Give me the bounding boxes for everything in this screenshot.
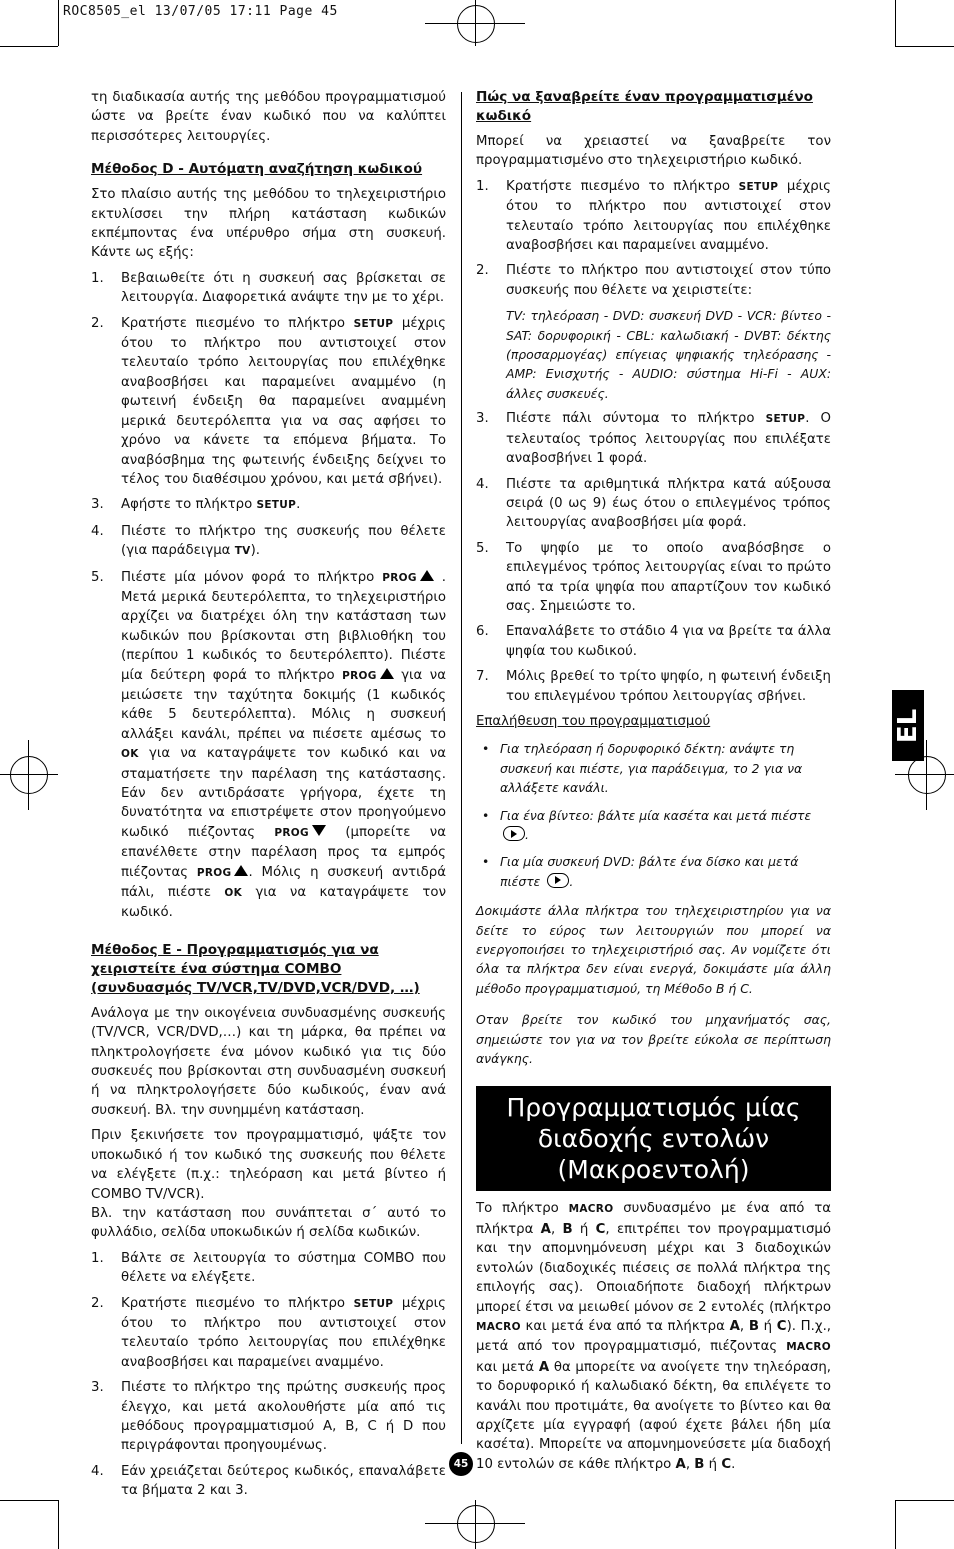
step: 4. Εάν χρειάζεται δεύτερος κωδικός, επαναλάβετε τα βήματα 2 και 3.: [91, 1463, 446, 1499]
step: 3. Πιέστε το πλήκτρο της πρώτης συσκευής προς έλεγχο, και μετά ακολουθήστε μία από τις μεθόδους προγραμματισμού A, B, C ή D που περιγράφονται προηγουμένως.: [91, 1380, 446, 1454]
bullet-item: • Για τηλεόραση ή δορυφορικό δέκτη: ανάψτε τη συσκευή και πιέστε, για παράδειγμα, το 2 για να αλλάξετε κανάλι.: [482, 741, 803, 796]
setup-key-label: SETUP: [765, 413, 806, 426]
method-e-paragraph: Ανάλογα με την οικογένεια συνδυασμένης συσκευής (TV/VCR, VCR/DVD,…) και τη μάρκα, θα πρέπει να πληκτρολογήσετε ένα μόνον κωδικό για τις δύο συσκευές που βρίσκονται στη συνδυασμένη συσκευή ή να πληκτρολογήσετε δύο κωδικούς, έναν ανά συσκευή. Βλ. την συνημμένη κατάσταση.: [91, 1005, 446, 1118]
crop-mark: [58, 1500, 59, 1549]
step: 1. Βεβαιωθείτε ότι η συσκευή σας βρίσκεται σε λειτουργία. Διαφορετικά ανάψτε την με το χέρι.: [91, 270, 446, 306]
verify-paragraph: Οταν βρείτε τον κωδικό του μηχανήματός σας, σημειώστε τον για να τον βρείτε εύκολα σε περίπτωση ανάγκης.: [476, 1012, 831, 1067]
verify-paragraph: Δοκιμάστε άλλα πλήκτρα του τηλεχειριστηρίου για να δείτε το εύρος των λειτουργιών που μπορεί να ενεργοποιήσει το τηλεχειριστήριό σας. Αν νομίζετε ότι όλα τα πλήκτρα δεν είναι ενεργά, δοκιμάστε μία άλλη μέθοδο προγραμματισμού, τη Μέθοδο B ή C.: [476, 903, 831, 996]
triangle-up-icon: [380, 668, 394, 679]
setup-key-label: SETUP: [738, 180, 779, 193]
setup-key-label: SETUP: [353, 1297, 394, 1310]
page-number-badge: 45: [449, 1452, 473, 1476]
step: 4. Πιέστε τα αριθμητικά πλήκτρα κατά αύξουσα σειρά (0 ως 9) έως ότου ο επιλεγμένος τρόπος λειτουργίας αναβοσβήσει μία φορά.: [476, 476, 831, 531]
crop-mark: [895, 1500, 954, 1501]
triangle-down-icon: [312, 825, 326, 836]
crop-mark: [58, 0, 59, 46]
macro-key-label: MACRO: [476, 1320, 521, 1333]
method-e-title: Μέθοδος E - Προγραμματισμός για να χειριστείτε ένα σύστημα COMBO (συνδυασμός TV/VCR,TV/DVD,VCR/DVD, …): [91, 941, 420, 996]
step: 2. Πιέστε το πλήκτρο που αντιστοιχεί στον τύπο συσκευής που θέλετε να χειριστείτε:: [476, 263, 831, 298]
step: 1. Κρατήστε πιεσμένο το πλήκτρο SETUP μέχρις ότου το πλήκτρο που αντιστοιχεί στον τελευταίο τρόπο λειτουργίας που επιλέχθηκε αναβοσβήσει και παραμείνει αναμμένο.: [476, 178, 831, 254]
crop-mark: [895, 1500, 896, 1549]
verify-bullets: [476, 739, 831, 891]
step: 4. Πιέστε το πλήκτρο της συσκευής που θέλετε (για παράδειγμα TV).: [91, 523, 446, 559]
recall-title: Πώς να ξαναβρείτε έναν προγραμματισμένο κωδικό: [476, 89, 813, 124]
step: 3. Πιέστε πάλι σύντομα το πλήκτρο SETUP. Ο τελευταίος τρόπος λειτουργίας που επιλέξατε αναβοσβήνει 1 φορά.: [476, 411, 831, 467]
crop-mark: [895, 0, 896, 46]
triangle-up-icon: [234, 865, 248, 876]
play-icon: [503, 826, 525, 841]
step: 7. Μόλις βρεθεί το τρίτο ψηφίο, η φωτεινή ένδειξη του επιλεγμένου τρόπου λειτουργίας σβήνει.: [476, 669, 831, 704]
method-d-title: Μέθοδος D - Αυτόματη αναζήτηση κωδικού: [91, 161, 423, 178]
macro-key-label: MACRO: [568, 1203, 614, 1216]
method-e-paragraph: Πριν ξεκινήσετε τον προγραμματισμό, ψάξτε τον υποκωδικό ή τον κωδικό της συσκευής που θέλετε να ελέγξετε (π.χ.: τηλεόραση και μετά βίντεο ή COMBO TV/VCR).: [91, 1128, 446, 1202]
macro-banner: Προγραμματισμός μίας διαδοχής εντολών (Μακροεντολή): [476, 1086, 831, 1191]
left-column: [91, 88, 446, 1507]
method-d-steps: [91, 269, 446, 923]
recall-steps: [476, 177, 831, 300]
device-type-note: TV: τηλεόραση - DVD: συσκευή DVD - VCR: βίντεο - SAT: δορυφορική - CBL: καλωδιακή - DVBT: δέκτης (προσαρμογέας) επίγειας ψηφιακής τηλεόρασης - AMP: Ενισχυτής - AUDIO: σύστημα Hi-Fi - AUX: άλλες συσκευές.: [506, 308, 831, 401]
language-tab: EL: [892, 690, 924, 761]
prog-key-label: PROG: [196, 866, 232, 879]
recall-steps-cont: [476, 409, 831, 706]
method-e-steps: [91, 1249, 446, 1501]
step: 3. Αφήστε το πλήκτρο SETUP.: [91, 497, 301, 513]
verify-title: Επαλήθευση του προγραμματισμού: [476, 713, 711, 729]
step: 6. Επαναλάβετε το στάδιο 4 για να βρείτε τα άλλα ψηφία του κωδικού.: [476, 624, 831, 659]
step: 1. Βάλτε σε λειτουργία το σύστημα COMBO που θέλετε να ελέγξετε.: [91, 1250, 446, 1286]
right-column: [476, 88, 831, 1480]
step: 2. Κρατήστε πιεσμένο το πλήκτρο SETUP μέχρις ότου το πλήκτρο που αντιστοιχεί στον τελευταίο τρόπο λειτουργίας που επιλέχθηκε αναβοσβήσει και παραμείνει αναμμένο.: [91, 1295, 446, 1370]
column-divider: [461, 92, 462, 1444]
ok-key-label: OK: [121, 748, 139, 761]
play-icon: [547, 873, 569, 888]
crop-mark: [0, 46, 58, 47]
bullet-item: • Για ένα βίντεο: βάλτε μία κασέτα και μετά πιέστε .: [482, 807, 812, 842]
step: 2. Κρατήστε πιεσμένο το πλήκτρο SETUP μέχρις ότου το πλήκτρο που αντιστοιχεί στον τελευταίο τρόπο λειτουργίας που επιλέχθηκε αναβοσβήσει και παραμείνει αναμμένο (η φωτεινή ένδειξη θα παραμείνει αναμμένη μερικά δευτερόλεπτα για να σας αφήσει το χρόνο να κάνετε τα επόμενα βήματα. Το αναβόσβημα της φωτεινής ένδειξης δείχνει το τέλος του διαθέσιμου χρόνου, και μετά σβήνει).: [91, 315, 446, 487]
macro-key-label: MACRO: [786, 1341, 831, 1354]
prog-key-label: PROG: [342, 669, 377, 682]
setup-key-label: SETUP: [353, 317, 394, 330]
crop-mark: [895, 46, 954, 47]
prog-key-label: PROG: [382, 571, 417, 584]
bullet-item: • Για μία συσκευή DVD: βάλτε ένα δίσκο και μετά πιέστε .: [482, 854, 799, 889]
macro-paragraph: Το πλήκτρο MACRO συνδυασμένο με ένα από τα πλήκτρα A, B ή C, επιτρέπει τον προγραμματισμό και την απομνημόνευση μέχρι και 3 διαδοχικών εντολών (διαδοχικές πιέσεις σε πολλά πλήκτρα της επιλογής σας). Οποιαδήποτε διαδοχή πλήκτρων μπορεί έτσι να μειωθεί μόνον σε 2 εντολές (πλήκτρο MACRO και μετά ένα από τα πλήκτρα A, B ή C). Π.χ., μετά από τον προγραμματισμό, πιέζοντας MACRO και μετά A θα μπορείτε να ανοίγετε την τηλεόραση, το δορυφορικό ή καλωδιακό δέκτη, θα επιλέγετε το κανάλι που προτιμάτε, θα ανοίγετε το βίντεο και θα αρχίζετε μία εγγραφή (αφού έχετε βάλει ήδη μία κασέτα). Μπορείτε να απομνημονεύσετε μία διαδοχή 10 εντολών σε κάθε πλήκτρο A, B ή C.: [476, 1201, 832, 1472]
setup-key-label: SETUP: [256, 499, 297, 512]
triangle-up-icon: [420, 570, 434, 581]
tv-key-label: TV: [234, 545, 251, 558]
intro-paragraph: τη διαδικασία αυτής της μεθόδου προγραμματισμού ώστε να βρείτε έναν κωδικό που να καλύπτει περισσότερες λειτουργίες.: [91, 90, 446, 144]
step: 5. Το ψηφίο με το οποίο αναβόσβησε ο επιλεγμένος τρόπος λειτουργίας είναι το πρώτο από τα τρία ψηφία που απαρτίζουν τον κωδικό σας. Σημειώστε το.: [476, 540, 831, 614]
prog-key-label: PROG: [274, 826, 309, 839]
method-d-intro: Στο πλαίσιο αυτής της μεθόδου το τηλεχειριστήριο εκτυλίσσει την πλήρη κατάσταση κωδικών εκπέμποντας ένα υπέρυθρο σήμα στη συσκευή. Κάντε ως εξής:: [91, 187, 446, 261]
recall-intro: Μπορεί να χρειαστεί να ξαναβρείτε τον προγραμματισμένο στο τηλεχειριστήριο κωδικό.: [476, 134, 831, 169]
crop-mark: [0, 1500, 58, 1501]
print-header: ROC8505_el 13/07/05 17:11 Page 45: [63, 4, 338, 19]
ok-key-label: OK: [224, 887, 243, 900]
method-e-paragraph: Βλ. την κατάσταση που συνάπτεται σ΄ αυτό το φυλλάδιο, σελίδα υποκωδικών ή σελίδα κωδικών.: [91, 1205, 446, 1241]
step: 5. Πιέστε μία μόνον φορά το πλήκτρο PROG . Μετά μερικά δευτερόλεπτα, το τηλεχειριστήριο αρχίζει να διατρέχει όλη την κατάσταση των κωδικών που βρίσκονται στη βιβλιοθήκη του (περίπου 1 κωδικός το δευτερόλεπτο). Πιέστε μία δεύτερη φορά το πλήκτρο PROG για να μειώσετε την ταχύτητα δοκιμής (1 κωδικός κάθε 5 δευτερόλεπτα). Μόλις η συσκευή αλλάξει κανάλι, πρέπει να πιέσετε αμέσως το OK για να καταγράψετε τον κωδικό και να σταματήσετε την παρέλαση της κατάστασης. Εάν δεν αντιδράσατε γρήγορα, έχετε τη δυνατότητα να επιστρέψετε στον προηγούμενο κωδικό πιέζοντας PROG (μπορείτε να επανέλθετε στην παρέλαση προς τα εμπρός πιέζοντας PROG . Μόλις η συσκευή αντιδρά πάλι, πιέστε OK για να καταγράψετε τον κωδικό.: [91, 569, 447, 921]
